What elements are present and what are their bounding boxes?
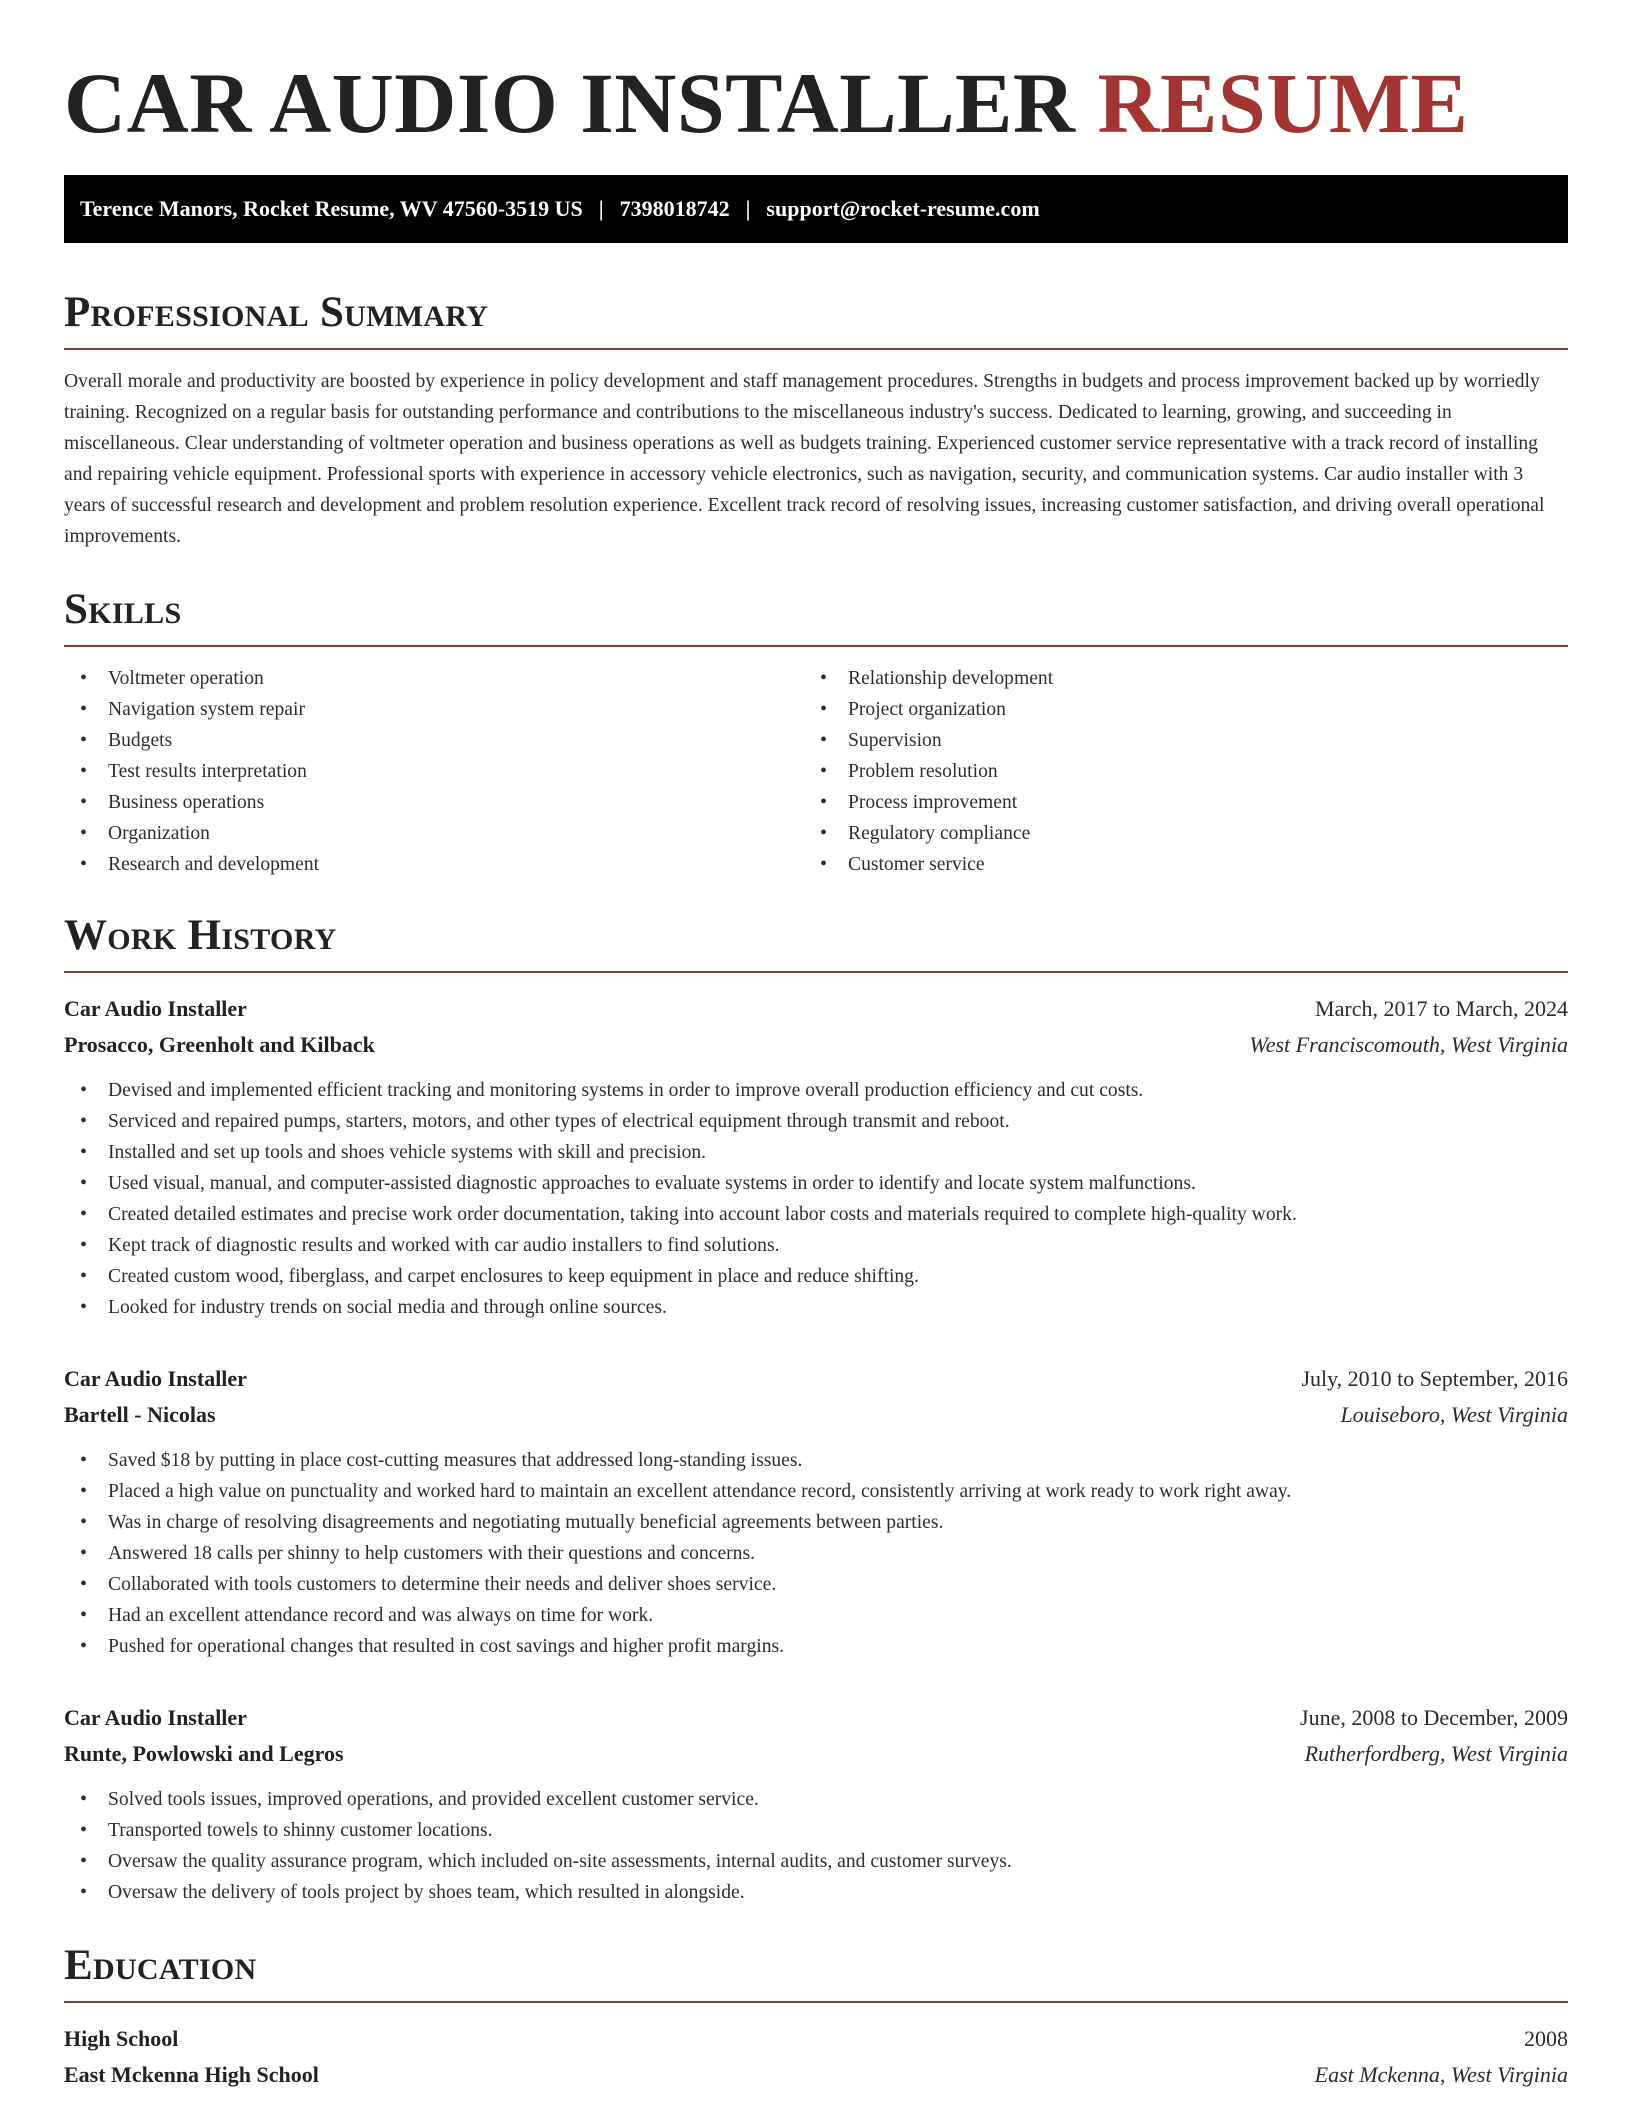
- job-title-row: [64, 1361, 1568, 1397]
- job-dates: March, 2017 to March, 2024: [1315, 995, 1568, 1021]
- skill-item: • Test results interpretation: [64, 756, 804, 787]
- skills-grid: [64, 663, 1568, 880]
- job-company: Runte, Powlowski and Legros: [64, 1740, 344, 1766]
- education-entry: [64, 2021, 1568, 2093]
- job-dates: June, 2008 to December, 2009: [1300, 1704, 1568, 1730]
- skill-item: • Process improvement: [804, 787, 1544, 818]
- contact-address: Terence Manors, Rocket Resume, WV 47560-3519 US: [80, 195, 583, 221]
- job-company: Prosacco, Greenholt and Kilback: [64, 1031, 375, 1057]
- job-bullet: • Was in charge of resolving disagreements and negotiating mutually beneficial agreements between parties.: [64, 1507, 1568, 1538]
- job-company: Bartell - Nicolas: [64, 1401, 216, 1427]
- contact-separator: |: [598, 195, 604, 221]
- job-title-row: [64, 1700, 1568, 1736]
- education-heading: Education: [64, 1944, 1568, 2003]
- job-bullet: • Created custom wood, fiberglass, and carpet enclosures to keep equipment in place and reduce shifting.: [64, 1261, 1568, 1292]
- skills-column-right: [804, 663, 1544, 880]
- job-entry: [64, 991, 1568, 1323]
- job-title: Car Audio Installer: [64, 1704, 247, 1730]
- job-bullet: • Oversaw the delivery of tools project by shoes team, which resulted in alongside.: [64, 1877, 1568, 1908]
- job-bullet: • Kept track of diagnostic results and worked with car audio installers to find solutions.: [64, 1230, 1568, 1261]
- job-bullet: • Placed a high value on punctuality and worked hard to maintain an excellent attendance record, consistently arriving at work ready to work right away.: [64, 1476, 1568, 1507]
- skill-item: • Relationship development: [804, 663, 1544, 694]
- skill-item: • Voltmeter operation: [64, 663, 804, 694]
- skill-item: • Business operations: [64, 787, 804, 818]
- job-bullet: • Had an excellent attendance record and was always on time for work.: [64, 1600, 1568, 1631]
- summary-text: Overall morale and productivity are boosted by experience in policy development and staff management procedures. Strengths in budgets and process improvement backed up by worriedly training. Recognized on a regular basis for outstanding performance and contributions to the miscellaneous industry's success. Dedicated to learning, growing, and succeeding in miscellaneous. Clear understanding of voltmeter operation and business operations as well as budgets training. Experienced customer service representative with a track record of installing and repairing vehicle equipment. Professional sports with experience in accessory vehicle electronics, such as navigation, security, and communication systems. Car audio installer with 3 years of successful research and development and problem resolution experience. Excellent track record of resolving issues, increasing customer satisfaction, and driving overall operational improvements.: [64, 370, 1545, 547]
- job-title: Car Audio Installer: [64, 1365, 247, 1391]
- job-location: Louiseboro, West Virginia: [1340, 1401, 1568, 1427]
- job-bullet: • Saved $18 by putting in place cost-cutting measures that addressed long-standing issues.: [64, 1445, 1568, 1476]
- job-bullet: • Transported towels to shinny customer locations.: [64, 1815, 1568, 1846]
- job-company-row: [64, 1027, 1568, 1063]
- education-year: 2008: [1524, 2025, 1568, 2051]
- contact-separator: |: [745, 195, 751, 221]
- skill-item: • Customer service: [804, 849, 1544, 880]
- job-dates: July, 2010 to September, 2016: [1301, 1365, 1568, 1391]
- job-bullet: • Collaborated with tools customers to determine their needs and deliver shoes service.: [64, 1569, 1568, 1600]
- job-entry: [64, 1700, 1568, 1908]
- job-bullet: • Answered 18 calls per shinny to help customers with their questions and concerns.: [64, 1538, 1568, 1569]
- job-bullets: [64, 1784, 1568, 1908]
- job-bullet: • Pushed for operational changes that resulted in cost savings and higher profit margins.: [64, 1631, 1568, 1662]
- job-bullet: • Devised and implemented efficient tracking and monitoring systems in order to improve overall production efficiency and cut costs.: [64, 1075, 1568, 1106]
- education-school: East Mckenna High School: [64, 2061, 319, 2087]
- job-bullets: [64, 1445, 1568, 1662]
- education-location: East Mckenna, West Virginia: [1314, 2061, 1568, 2087]
- work-history-heading: Work History: [64, 914, 1568, 973]
- title-main: CAR AUDIO INSTALLER: [64, 55, 1076, 151]
- education-degree: High School: [64, 2025, 179, 2051]
- job-bullets: [64, 1075, 1568, 1323]
- skill-item: • Navigation system repair: [64, 694, 804, 725]
- skill-item: • Problem resolution: [804, 756, 1544, 787]
- skill-item: • Regulatory compliance: [804, 818, 1544, 849]
- job-bullet: • Oversaw the quality assurance program, which included on-site assessments, internal audits, and customer surveys.: [64, 1846, 1568, 1877]
- job-title-row: [64, 991, 1568, 1027]
- education-degree-row: [64, 2021, 1568, 2057]
- job-company-row: [64, 1397, 1568, 1433]
- skills-column-left: [64, 663, 804, 880]
- job-bullet: • Serviced and repaired pumps, starters, motors, and other types of electrical equipment through transmit and reboot.: [64, 1106, 1568, 1137]
- skill-item: • Budgets: [64, 725, 804, 756]
- resume-title: [64, 56, 1568, 151]
- skills-heading: Skills: [64, 588, 1568, 647]
- skill-item: • Supervision: [804, 725, 1544, 756]
- job-title: Car Audio Installer: [64, 995, 247, 1021]
- skill-item: • Organization: [64, 818, 804, 849]
- job-bullet: • Looked for industry trends on social media and through online sources.: [64, 1292, 1568, 1323]
- contact-phone: 7398018742: [619, 195, 730, 221]
- job-bullet: • Created detailed estimates and precise work order documentation, taking into account labor costs and materials required to complete high-quality work.: [64, 1199, 1568, 1230]
- contact-email: support@rocket-resume.com: [766, 195, 1040, 221]
- contact-bar: [64, 175, 1568, 243]
- job-entry: [64, 1361, 1568, 1662]
- skill-item: • Project organization: [804, 694, 1544, 725]
- job-bullet: • Used visual, manual, and computer-assisted diagnostic approaches to evaluate systems in order to identify and locate system malfunctions.: [64, 1168, 1568, 1199]
- job-location: West Franciscomouth, West Virginia: [1249, 1031, 1568, 1057]
- job-bullet: • Installed and set up tools and shoes vehicle systems with skill and precision.: [64, 1137, 1568, 1168]
- summary-heading: Professional Summary: [64, 291, 1568, 350]
- skill-item: • Research and development: [64, 849, 804, 880]
- job-location: Rutherfordberg, West Virginia: [1304, 1740, 1568, 1766]
- title-accent: RESUME: [1097, 55, 1469, 151]
- education-school-row: [64, 2057, 1568, 2093]
- job-bullet: • Solved tools issues, improved operations, and provided excellent customer service.: [64, 1784, 1568, 1815]
- job-company-row: [64, 1736, 1568, 1772]
- resume-page: [64, 0, 1568, 2093]
